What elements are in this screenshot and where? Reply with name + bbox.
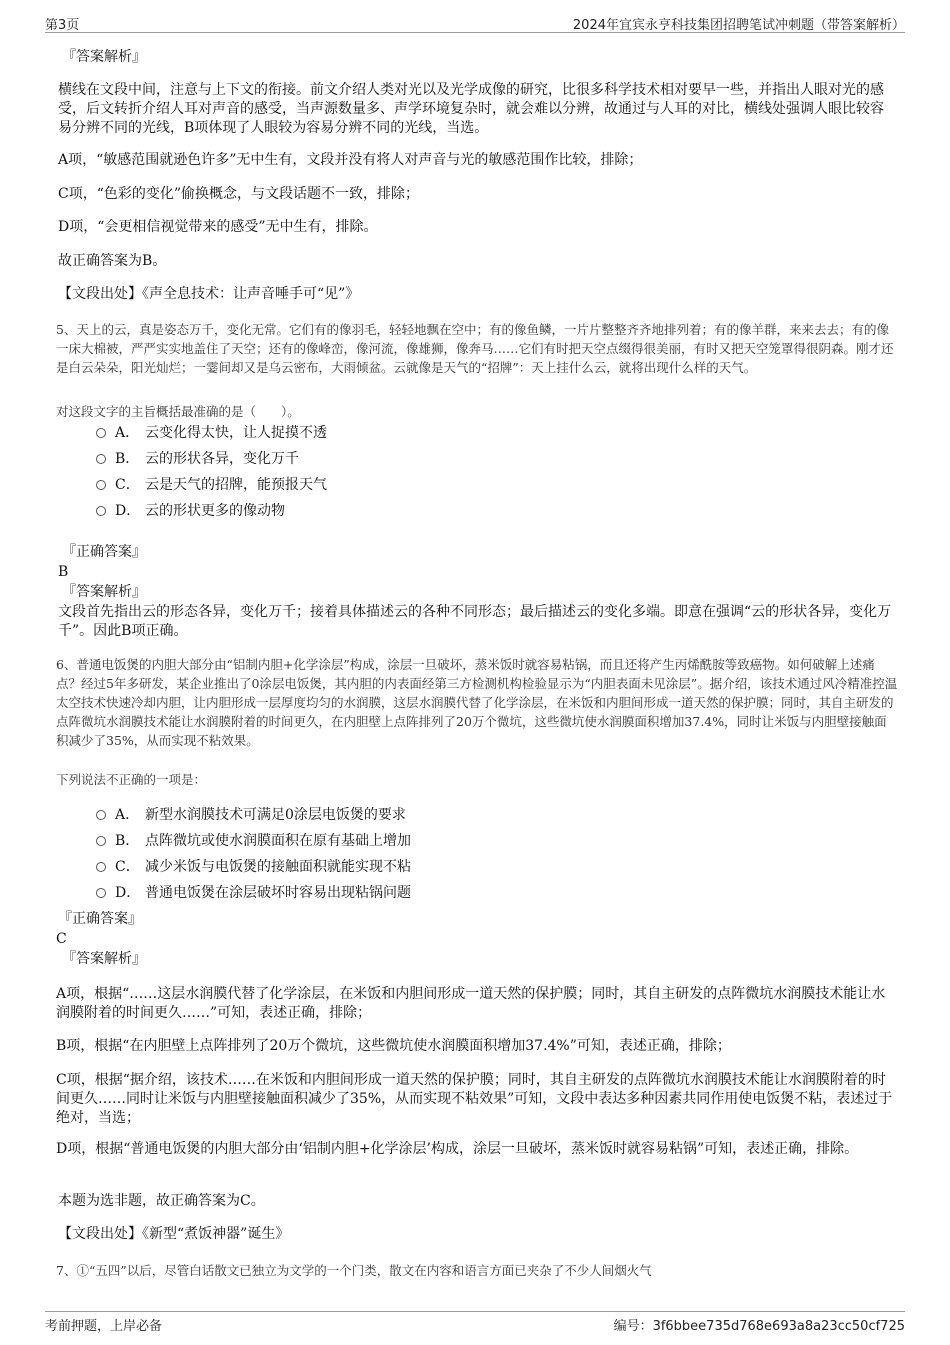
radio-icon[interactable] <box>96 888 106 898</box>
q5-answer-label: 『正确答案』 <box>62 544 146 560</box>
q4-source: 【文段出处】《声全息技术：让声音唾手可“见”》 <box>58 286 360 302</box>
radio-icon[interactable] <box>96 506 106 516</box>
option-text: 普通电饭煲在涂层破坏时容易出现粘锅问题 <box>145 885 411 901</box>
radio-icon[interactable] <box>96 836 106 846</box>
page-number: 第3页 <box>45 18 80 33</box>
q4-option-a-analysis: A项，“敏感范围就逊色许多”无中生有，文段并没有将人对声音与光的敏感范围作比较，排除； <box>58 152 643 168</box>
option-letter: D． <box>115 885 141 901</box>
option-text: 云变化得太快，让人捉摸不透 <box>145 425 327 441</box>
q6-stem: 6、普通电饭煲的内胆大部分由“铝制内胆+化学涂层”构成，涂层一旦破坏，蒸米饭时就容易粘锅，而且还将产生丙烯酰胺等致癌物。如何破解上述痛点？经过5年多研发，某企业推出了0涂层电饭煲，其内胆的内表面经第三方检测机构检验显示为“内胆表面未见涂层”。据介绍，该技术通过风冷精准控温太空技术快速冷却内胆，让内胆形成一层厚度均匀的水润膜，这层水润膜代替了化学涂层，在米饭和内胆间形成一道天然的保护膜；同时，其自主研发的点阵微坑水润膜技术能让水润膜附着的时间更久，在内胆壁上点阵排列了20万个微坑，这些微坑使水润膜面积增加37.4%，同时让米饭与内胆壁接触面积减少了35%，从而实现不粘效果。 <box>56 657 898 748</box>
radio-icon[interactable] <box>96 862 106 872</box>
q6-option-a-analysis: A项，根据“……这层水润膜代替了化学涂层，在米饭和内胆间形成一道天然的保护膜；同时，其自主研发的点阵微坑水润膜技术能让水润膜附着的时间更久……”可知，表述正确，排除； <box>56 986 886 1021</box>
radio-icon[interactable] <box>96 454 106 464</box>
q5-option-a[interactable] <box>96 424 327 442</box>
q4-conclusion: 故正确答案为B。 <box>58 253 167 269</box>
q6-option-b-analysis: B项，根据“在内胆壁上点阵排列了20万个微坑，这些微坑使水润膜面积增加37.4%”可知，表述正确，排除； <box>56 1038 731 1054</box>
q4-analysis-text: 横线在文段中间，注意与上下文的衔接。前文介绍人类对光以及光学成像的研究，比很多科学技术相对要早一些，并指出人眼对光的感受，后文转折介绍人耳对声音的感受，当声源数量多、声学环境复杂时，就会难以分辨，故通过与人耳的对比，横线处强调人眼比较容易分辨不同的光线，B项体现了人眼较为容易分辨不同的光线，当选。 <box>58 82 884 136</box>
q4-option-d-analysis: D项，“会更相信视觉带来的感受”无中生有，排除。 <box>58 219 378 235</box>
q5-option-d[interactable] <box>96 502 285 520</box>
q6-option-b[interactable] <box>96 832 411 850</box>
q6-question: 下列说法不正确的一项是： <box>56 772 207 787</box>
q6-option-c-analysis: C项，根据“据介绍，该技术……在米饭和内胆间形成一道天然的保护膜；同时，其自主研发的点阵微坑水润膜技术能让水润膜附着的时间更久……同时让米饭与内胆壁接触面积减少了35%，从而实现不粘效果”可知，文段中表达多种因素共同作用使电饭煲不粘，表述过于绝对，当选； <box>56 1072 893 1126</box>
option-text: 云的形状各异，变化万千 <box>145 451 299 467</box>
q6-option-c[interactable] <box>96 858 411 876</box>
q5-option-c[interactable] <box>96 476 327 494</box>
option-letter: C． <box>115 859 140 875</box>
document-id: 编号：3f6bbee735d768e693a8a23cc50cf725 <box>613 1319 905 1334</box>
q7-stem: 7、①“五四”以后，尽管白话散文已独立为文学的一个门类，散文在内容和语言方面已夹杂了不少人间烟火气 <box>56 1263 652 1278</box>
q4-analysis-label: 『答案解析』 <box>62 49 146 65</box>
header-divider <box>45 32 905 33</box>
option-letter: D． <box>115 503 141 519</box>
option-text: 云的形状更多的像动物 <box>145 503 285 519</box>
radio-icon[interactable] <box>96 480 106 490</box>
radio-icon[interactable] <box>96 810 106 820</box>
q6-source: 【文段出处】《新型“煮饭神器”诞生》 <box>58 1226 290 1242</box>
q5-answer: B <box>58 564 69 580</box>
q5-question: 对这段文字的主旨概括最准确的是（ ）。 <box>56 404 300 419</box>
option-text: 点阵微坑或使水润膜面积在原有基础上增加 <box>145 833 411 849</box>
document-title: 2024年宜宾永亨科技集团招聘笔试冲刺题（带答案解析） <box>572 18 905 33</box>
option-letter: A． <box>115 425 140 441</box>
q5-analysis: 文段首先指出云的形态各异，变化万千；接着具体描述云的各种不同形态；最后描述云的变化多端。即意在强调“云的形状各异，变化万千”。因此B项正确。 <box>58 604 892 639</box>
option-letter: B． <box>115 451 140 467</box>
footer-slogan: 考前押题，上岸必备 <box>45 1319 163 1334</box>
q6-answer-label: 『正确答案』 <box>58 911 142 927</box>
q6-option-d[interactable] <box>96 884 411 902</box>
option-text: 新型水润膜技术可满足0涂层电饭煲的要求 <box>145 807 406 823</box>
option-text: 减少米饭与电饭煲的接触面积就能实现不粘 <box>145 859 411 875</box>
q5-analysis-label: 『答案解析』 <box>62 584 146 600</box>
option-text: 云是天气的招牌，能预报天气 <box>145 477 327 493</box>
option-letter: B． <box>115 833 140 849</box>
q6-option-a[interactable] <box>96 806 406 824</box>
q4-option-c-analysis: C项，“色彩的变化”偷换概念，与文段话题不一致，排除； <box>58 186 420 202</box>
radio-icon[interactable] <box>96 428 106 438</box>
q5-option-b[interactable] <box>96 450 299 468</box>
footer-divider <box>45 1311 905 1312</box>
option-letter: A． <box>115 807 140 823</box>
option-letter: C． <box>115 477 140 493</box>
q6-option-d-analysis: D项，根据“普通电饭煲的内胆大部分由‘铝制内胆+化学涂层’构成，涂层一旦破坏，蒸米饭时就容易粘锅”可知，表述正确，排除。 <box>56 1141 859 1157</box>
q6-analysis-label: 『答案解析』 <box>62 951 146 967</box>
q5-stem: 5、天上的云，真是姿态万千，变化无常。它们有的像羽毛，轻轻地飘在空中；有的像鱼鳞，一片片整整齐齐地排列着；有的像羊群，来来去去；有的像一床大棉被，严严实实地盖住了天空；还有的像峰峦，像河流，像雄狮，像奔马……它们有时把天空点缀得很美丽，有时又把天空笼罩得很阴森。刚才还是白云朵朵，阳光灿烂；一霎间却又是乌云密布，大雨倾盆。云就像是天气的“招牌”：天上挂什么云，就将出现什么样的天气。 <box>56 322 894 375</box>
q6-conclusion: 本题为选非题，故正确答案为C。 <box>58 1193 265 1209</box>
q6-answer: C <box>56 931 67 947</box>
